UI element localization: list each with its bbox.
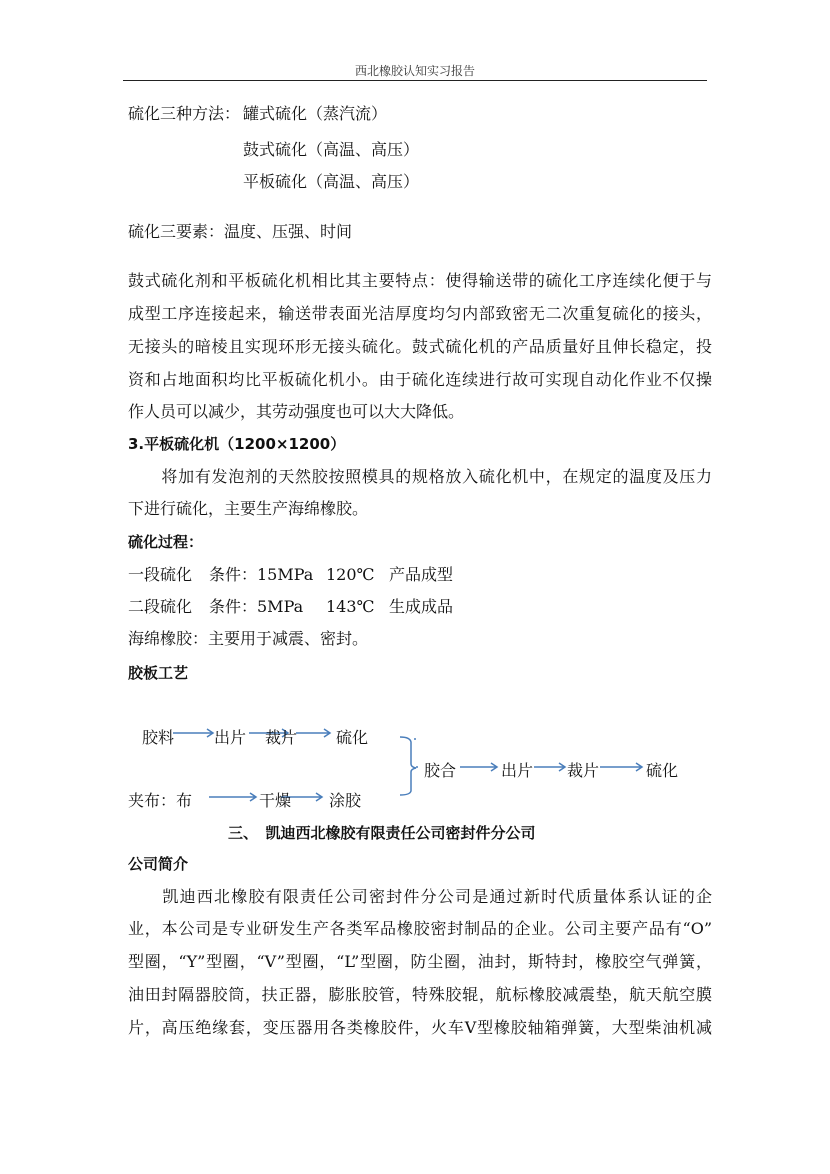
- flow-node: 硫化: [336, 728, 369, 747]
- paragraph-line: 业，本公司是专业研发生产各类军品橡胶密封制品的企业。公司主要产品有“O”: [128, 919, 712, 938]
- paragraph-line: 无接头的暗棱且实现环形无接头硫化。鼓式硫化机的产品质量好且伸长稳定，投: [128, 337, 712, 356]
- stage-cond: 条件：15MPa: [209, 565, 314, 584]
- flow-node: 出片: [214, 728, 247, 747]
- section-heading: 三、 凯迪西北橡胶有限责任公司密封件分公司: [228, 824, 536, 842]
- intro-title: 公司简介: [128, 855, 189, 873]
- method-item: 鼓式硫化（高温、高压）: [243, 140, 420, 159]
- flow-node: 胶料: [142, 728, 175, 747]
- methods-label: 硫化三种方法：: [128, 104, 241, 123]
- stage-cond: 条件：5MPa: [209, 597, 304, 616]
- flow-node: 夹布：布: [128, 791, 193, 810]
- paragraph-line: 将加有发泡剂的天然胶按照模具的规格放入硫化机中，在规定的温度及压力: [128, 467, 712, 486]
- stage-result: 生成成品: [389, 597, 454, 616]
- flow-node: 裁片: [567, 761, 600, 780]
- paragraph-line: 油田封隔器胶筒，扶正器，膨胀胶管，特殊胶辊，航标橡胶减震垫，航天航空膜: [128, 985, 712, 1004]
- stage-result: 产品成型: [389, 565, 454, 584]
- section-title: 3.平板硫化机（1200×1200）: [128, 435, 346, 453]
- vulcanization-elements: 硫化三要素：温度、压强、时间: [128, 222, 353, 241]
- stage-temp: 120℃: [326, 565, 375, 584]
- sponge-note: 海绵橡胶：主要用于减震、密封。: [128, 629, 369, 648]
- flow-node: 裁片: [265, 728, 298, 747]
- paragraph-line: 型圈，“Y”型圈，“V”型圈，“L”型圈，防尘圈，油封，斯特封，橡胶空气弹簧，: [128, 952, 712, 971]
- paragraph-line: 片，高压绝缘套，变压器用各类橡胶件，火车V型橡胶轴箱弹簧，大型柴油机减: [128, 1018, 712, 1037]
- flow-node: 硫化: [646, 761, 679, 780]
- flow-node: 干燥: [259, 791, 292, 810]
- paragraph-line: 资和占地面积均比平板硫化机小。由于硫化连续进行故可实现自动化作业不仅操: [128, 370, 712, 389]
- paragraph-line: 鼓式硫化剂和平板硫化机相比其主要特点：使得输送带的硫化工序连续化便于与: [128, 271, 712, 290]
- page-header: 西北橡胶认知实习报告: [354, 64, 475, 78]
- method-item: 平板硫化（高温、高压）: [243, 172, 420, 191]
- paragraph-line: 下进行硫化，主要生产海绵橡胶。: [128, 499, 369, 518]
- paragraph-line: 作人员可以减少，其劳动强度也可以大大降低。: [128, 402, 465, 421]
- flow-node: 胶合: [424, 761, 457, 780]
- stage-temp: 143℃: [326, 597, 375, 616]
- sheet-process-title: 胶板工艺: [128, 664, 189, 682]
- flow-node: 出片: [501, 761, 534, 780]
- stage-name: 二段硫化: [128, 597, 193, 616]
- flow-node: 涂胶: [329, 791, 362, 810]
- stage-name: 一段硫化: [128, 565, 193, 584]
- method-item: 罐式硫化（蒸汽流）: [243, 104, 388, 123]
- process-title: 硫化过程：: [128, 533, 204, 551]
- paragraph-line: 凯迪西北橡胶有限责任公司密封件分公司是通过新时代质量体系认证的企: [128, 887, 712, 906]
- paragraph-line: 成型工序连接起来，输送带表面光洁厚度均匀内部致密无二次重复硫化的接头，: [128, 304, 712, 323]
